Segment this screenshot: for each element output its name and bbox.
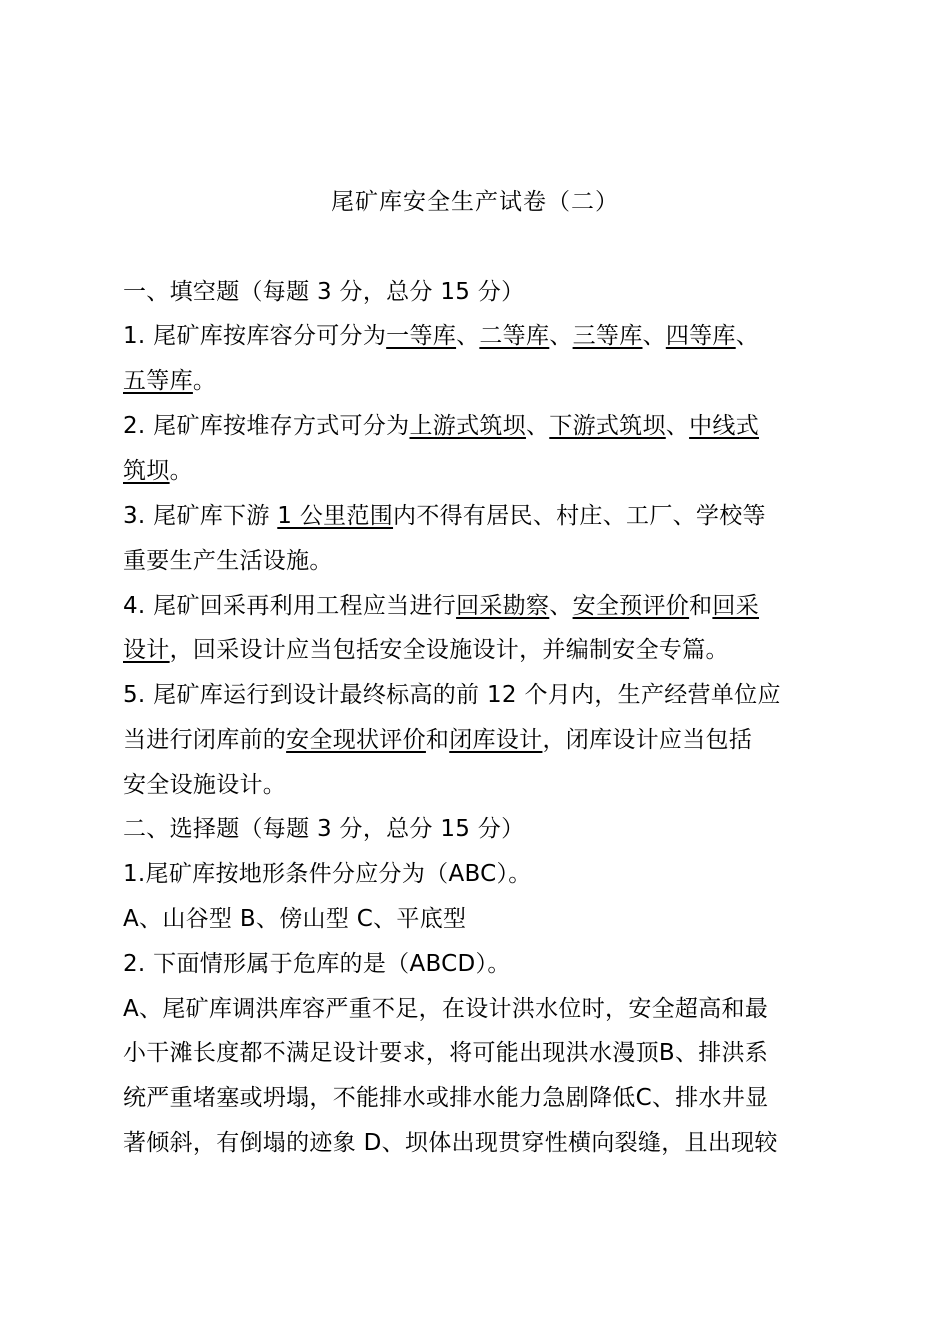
separator: 、 xyxy=(525,413,550,439)
question-2-line-2 xyxy=(123,453,193,489)
separator: 、 xyxy=(549,593,573,619)
answer-blank: 回采勘察 xyxy=(456,593,550,619)
question-text: 4. 尾矿回采再利用工程应当进行 xyxy=(123,593,457,619)
punctuation: 。 xyxy=(169,458,193,484)
question-5-line-3: 安全设施设计。 xyxy=(123,772,287,798)
answer-blank: 筑坝 xyxy=(123,458,170,484)
answer-blank: 回采 xyxy=(712,593,759,619)
section-heading-fill-in: 一、填空题（每题 3 分，总分 15 分） xyxy=(123,279,525,305)
answer-blank: 安全现状评价 xyxy=(286,727,426,753)
question-text: 当进行闭库前的 xyxy=(123,727,287,753)
question-5-line-2 xyxy=(123,722,752,758)
question-4-line-2 xyxy=(123,632,729,668)
separator: 、 xyxy=(735,323,760,349)
choice-2-option-line: 著倾斜，有倒塌的迹象 D、坝体出现贯穿性横向裂缝，且出现较 xyxy=(123,1130,778,1156)
answer-blank: 1 公里范围 xyxy=(277,503,394,529)
punctuation: 。 xyxy=(192,368,217,394)
answer-blank: 中线式 xyxy=(689,413,759,439)
section-heading-choice: 二、选择题（每题 3 分，总分 15 分） xyxy=(123,816,525,842)
separator: 、 xyxy=(665,413,690,439)
question-1-line-1 xyxy=(123,318,759,354)
choice-1-options: A、山谷型 B、傍山型 C、平底型 xyxy=(123,906,467,932)
choice-2-option-line: A、尾矿库调洪库容严重不足，在设计洪水位时，安全超高和最 xyxy=(123,996,769,1022)
question-text: ，闭库设计应当包括 xyxy=(542,727,753,753)
question-1-line-2 xyxy=(123,363,216,399)
answer-blank: 五等库 xyxy=(123,368,193,394)
question-text: 2. 尾矿库按堆存方式可分为 xyxy=(123,413,410,439)
answer-blank: 一等库 xyxy=(386,323,457,349)
answer-blank: 上游式筑坝 xyxy=(409,413,526,439)
separator: 、 xyxy=(549,323,573,349)
question-3-line-1 xyxy=(123,498,766,534)
document-title: 尾矿库安全生产试卷（二） xyxy=(331,189,619,215)
answer-blank: 四等库 xyxy=(665,323,736,349)
choice-2-option-line: 小干滩长度都不满足设计要求，将可能出现洪水漫顶B、排洪系 xyxy=(123,1040,769,1066)
choice-2-question: 2. 下面情形属于危库的是（ABCD）。 xyxy=(123,951,511,977)
question-text: ，回采设计应当包括安全设施设计，并编制安全专篇。 xyxy=(169,637,729,663)
answer-blank: 二等库 xyxy=(479,323,550,349)
answer-blank: 安全预评价 xyxy=(572,593,690,619)
conjunction: 和 xyxy=(425,727,450,753)
separator: 、 xyxy=(642,323,666,349)
separator: 、 xyxy=(456,323,480,349)
question-4-line-1 xyxy=(123,588,759,624)
question-2-line-1 xyxy=(123,408,759,444)
answer-blank: 下游式筑坝 xyxy=(549,413,666,439)
choice-1-question: 1.尾矿库按地形条件分应分为（ABC）。 xyxy=(123,861,532,887)
answer-blank: 三等库 xyxy=(572,323,643,349)
conjunction: 和 xyxy=(689,593,713,619)
choice-2-option-line: 统严重堵塞或坍塌，不能排水或排水能力急剧降低C、排水井显 xyxy=(123,1085,769,1111)
question-text: 3. 尾矿库下游 xyxy=(123,503,278,529)
question-5-line-1: 5. 尾矿库运行到设计最终标高的前 12 个月内，生产经营单位应 xyxy=(123,682,781,708)
question-text: 内不得有居民、村庄、工厂、学校等 xyxy=(393,503,766,529)
question-text: 1. 尾矿库按库容分可分为 xyxy=(123,323,387,349)
question-3-line-2: 重要生产生活设施。 xyxy=(123,548,333,574)
answer-blank: 设计 xyxy=(123,637,170,663)
answer-blank: 闭库设计 xyxy=(449,727,543,753)
